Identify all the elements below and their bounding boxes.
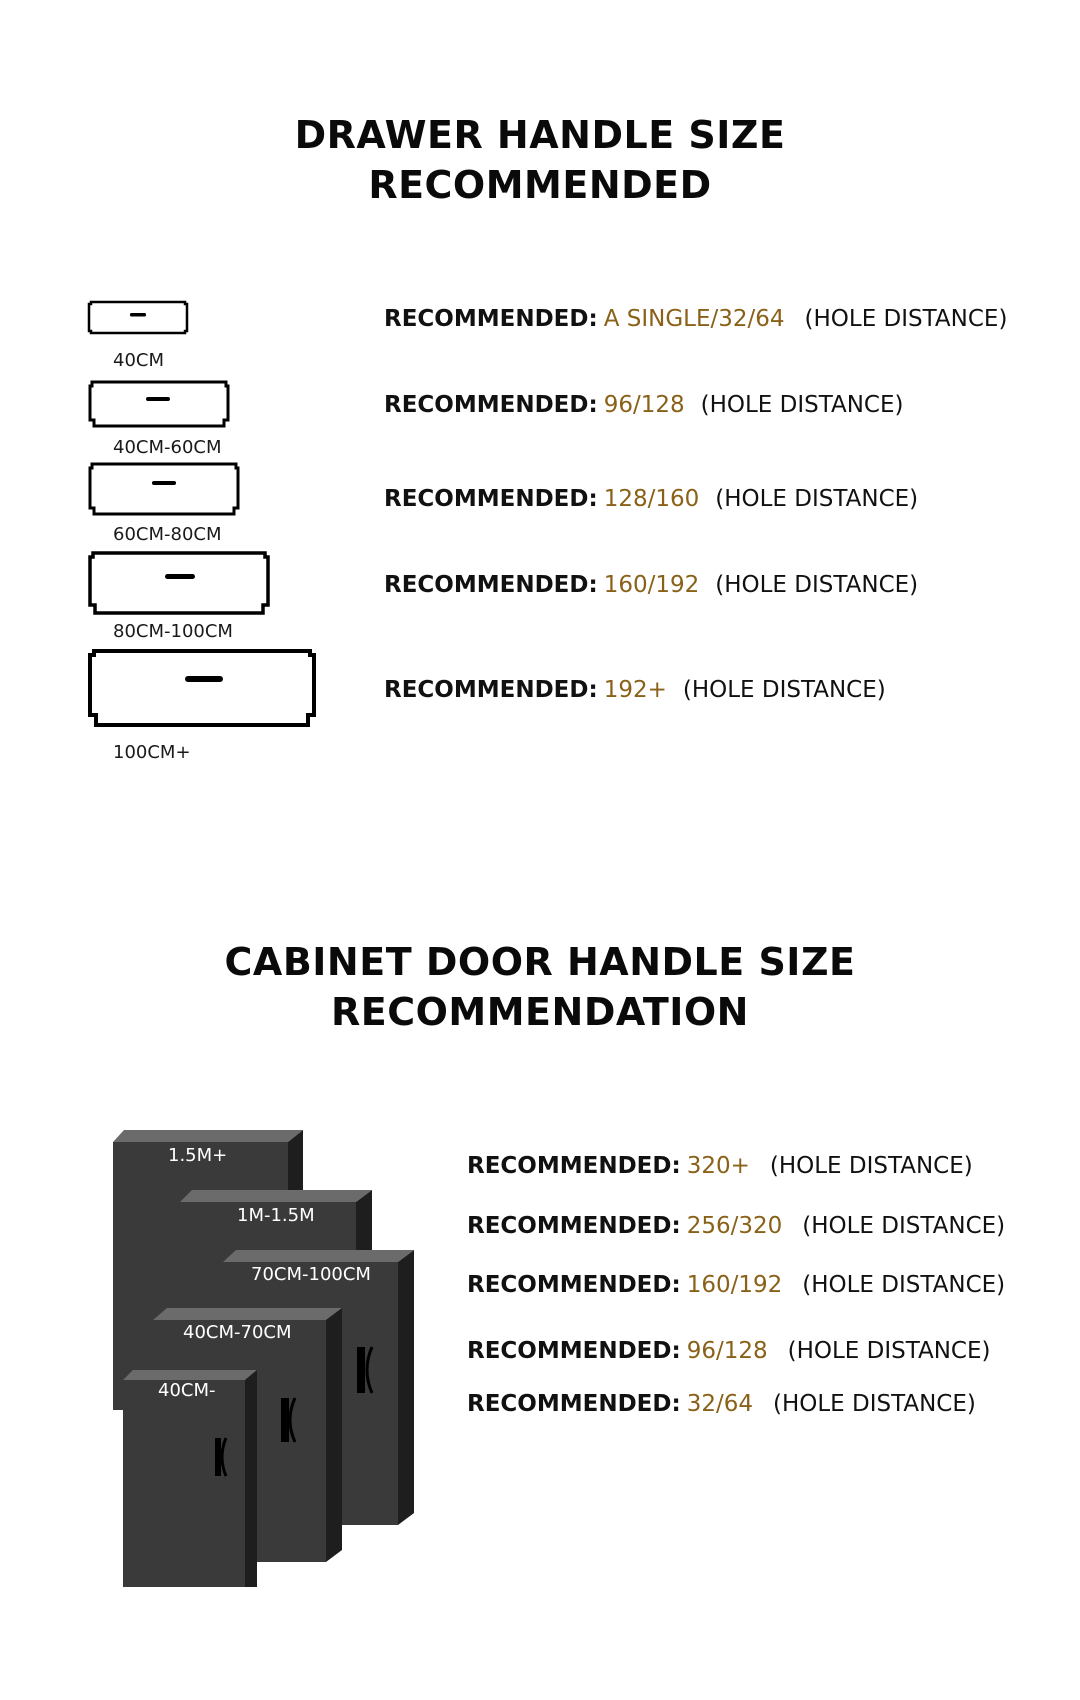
hole-distance-text: (HOLE DISTANCE): [715, 572, 919, 598]
cabinet-recommendation-5: [467, 1391, 976, 1417]
recommended-key: RECOMMENDED:: [467, 1153, 681, 1179]
hole-distance-text: (HOLE DISTANCE): [802, 1272, 1006, 1298]
drawer-recommendation-2: [384, 392, 904, 418]
drawer-icon: [88, 462, 240, 520]
recommended-key: RECOMMENDED:: [384, 572, 598, 598]
recommended-value: 160/192: [686, 1272, 783, 1298]
drawer-60-80cm: [88, 462, 240, 520]
cabinet-recommendation-1: [467, 1153, 973, 1179]
recommended-value: 256/320: [686, 1213, 783, 1239]
recommended-value: 160/192: [603, 572, 700, 598]
recommended-value: 96/128: [603, 392, 685, 418]
recommended-value: A SINGLE/32/64: [603, 306, 785, 332]
recommended-key: RECOMMENDED:: [467, 1338, 681, 1364]
cabinet-recommendation-4: [467, 1338, 991, 1364]
recommended-key: RECOMMENDED:: [467, 1391, 681, 1417]
hole-distance-text: (HOLE DISTANCE): [804, 306, 1008, 332]
drawer-icon: [88, 380, 230, 432]
drawer-recommendation-5: [384, 677, 886, 703]
cabinet-doors-graphic: [110, 1130, 430, 1600]
drawer-icon: [88, 649, 316, 731]
drawer-size-label: 80CM-100CM: [113, 621, 233, 642]
recommended-key: RECOMMENDED:: [467, 1272, 681, 1298]
drawer-recommendation-3: [384, 486, 918, 512]
recommended-value: 32/64: [686, 1391, 753, 1417]
drawer-80-100cm: [88, 551, 270, 619]
cabinet-title-line2: RECOMMENDATION: [331, 990, 749, 1034]
door-size-label: 40CM-: [158, 1380, 216, 1401]
hole-distance-text: (HOLE DISTANCE): [700, 392, 904, 418]
cabinet-doors-illustration: [110, 1130, 430, 1600]
recommended-value: 96/128: [686, 1338, 768, 1364]
door-size-label: 1.5M+: [168, 1145, 228, 1166]
hole-distance-text: (HOLE DISTANCE): [715, 486, 919, 512]
recommended-key: RECOMMENDED:: [467, 1213, 681, 1239]
cabinet-section-title: [0, 937, 1080, 1037]
drawer-size-label: 60CM-80CM: [113, 524, 222, 545]
drawer-recommendation-1: [384, 306, 1007, 332]
recommended-key: RECOMMENDED:: [384, 306, 598, 332]
hole-distance-text: (HOLE DISTANCE): [772, 1391, 976, 1417]
drawer-size-label: 100CM+: [113, 742, 191, 763]
hole-distance-text: (HOLE DISTANCE): [802, 1213, 1006, 1239]
recommended-key: RECOMMENDED:: [384, 392, 598, 418]
cabinet-recommendation-3: [467, 1272, 1005, 1298]
door-size-label: 70CM-100CM: [251, 1264, 371, 1285]
hole-distance-text: (HOLE DISTANCE): [787, 1338, 991, 1364]
drawer-40-60cm: [88, 380, 230, 432]
drawer-section-title: [0, 110, 1080, 210]
recommended-value: 320+: [686, 1153, 750, 1179]
hole-distance-text: (HOLE DISTANCE): [769, 1153, 973, 1179]
recommended-value: 192+: [603, 677, 667, 703]
drawer-40cm: [88, 300, 188, 340]
cabinet-recommendation-2: [467, 1213, 1005, 1239]
door-size-label: 1M-1.5M: [237, 1205, 315, 1226]
recommended-key: RECOMMENDED:: [384, 677, 598, 703]
drawer-size-label: 40CM-60CM: [113, 437, 222, 458]
door-size-label: 40CM-70CM: [183, 1322, 292, 1343]
recommended-value: 128/160: [603, 486, 700, 512]
cabinet-title-line1: CABINET DOOR HANDLE SIZE: [224, 940, 856, 984]
drawer-size-label: 40CM: [113, 350, 165, 371]
drawer-recommendation-4: [384, 572, 918, 598]
drawer-title-line1: DRAWER HANDLE SIZE: [294, 113, 786, 157]
drawer-icon: [88, 551, 270, 619]
hole-distance-text: (HOLE DISTANCE): [682, 677, 886, 703]
door-40cm-minus: [123, 1370, 257, 1587]
drawer-icon: [88, 300, 188, 340]
recommended-key: RECOMMENDED:: [384, 486, 598, 512]
drawer-title-line2: RECOMMENDED: [368, 163, 712, 207]
drawer-100cm-plus: [88, 649, 316, 731]
